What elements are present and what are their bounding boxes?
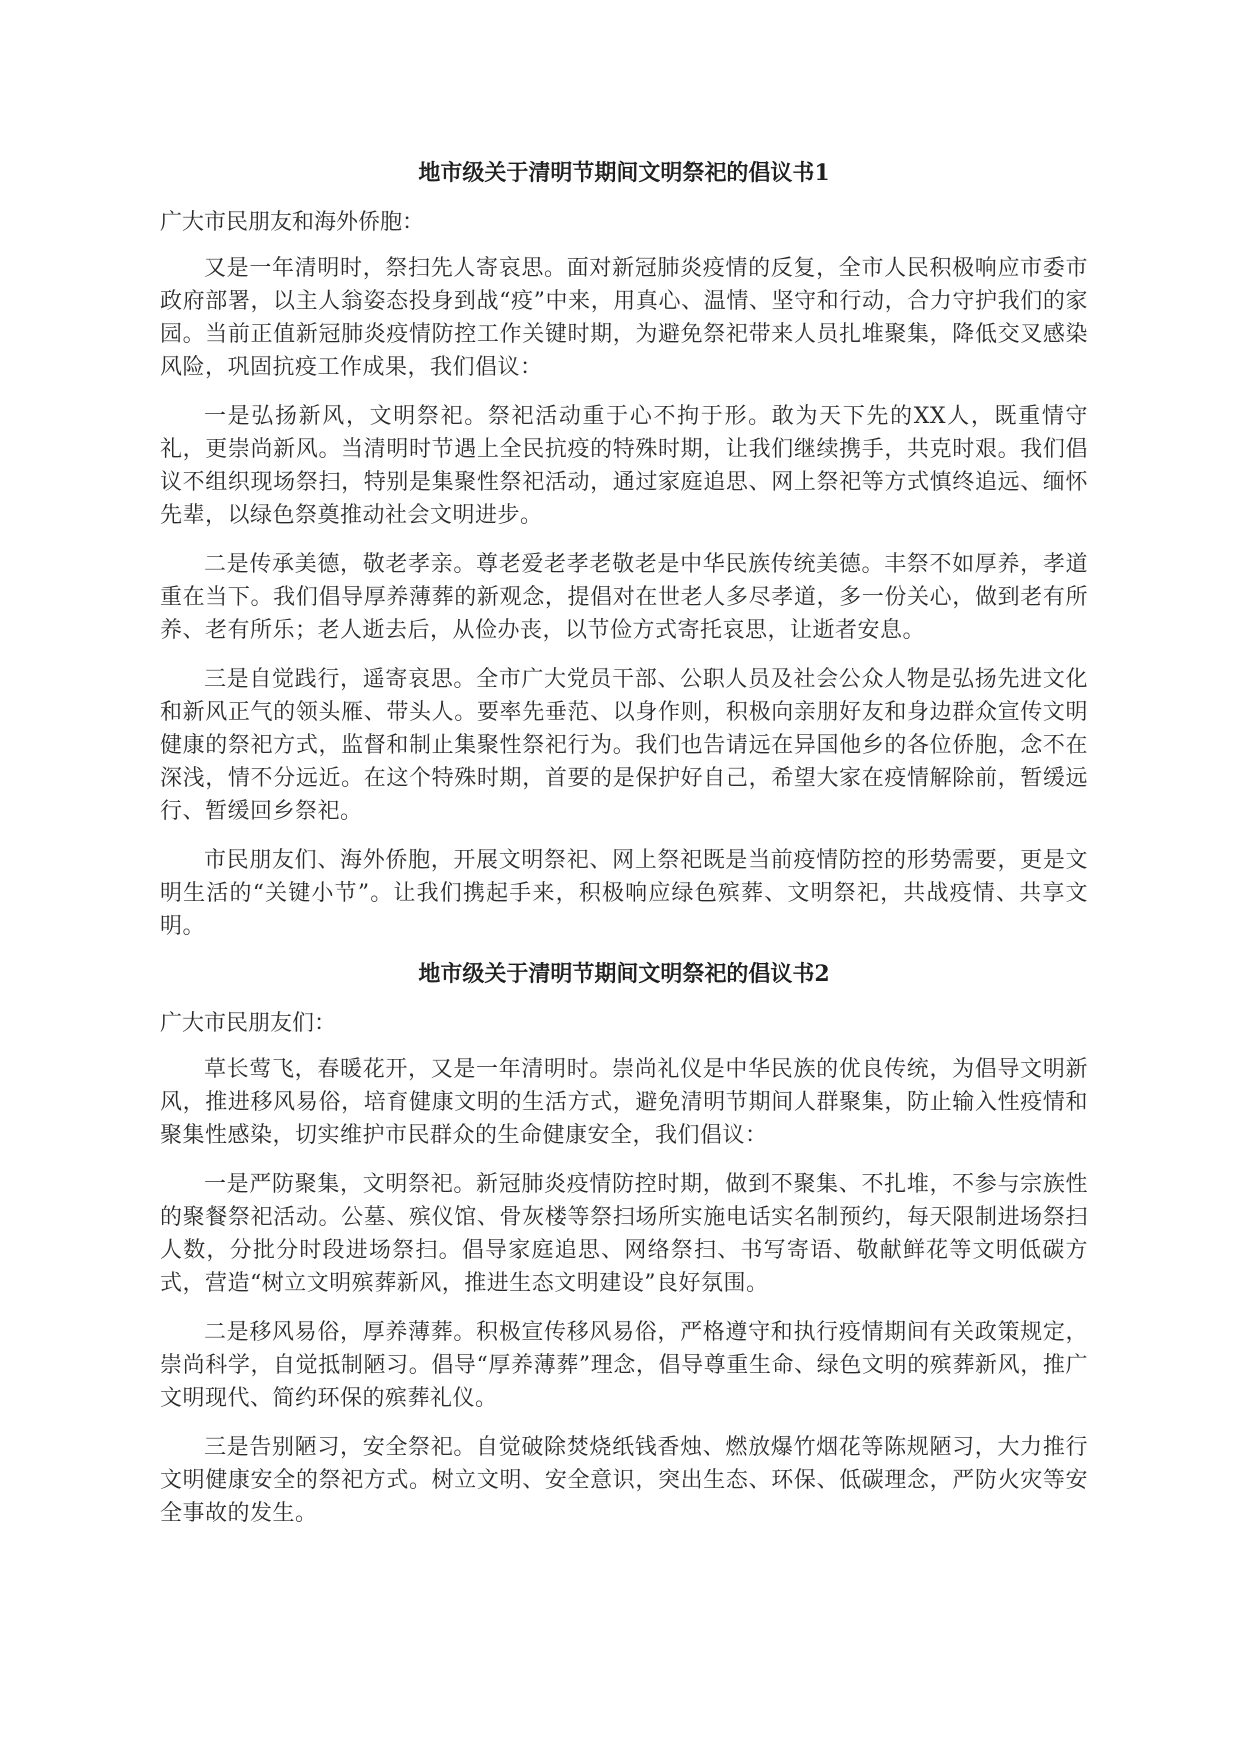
paragraph: 一是严防聚集，文明祭祀。新冠肺炎疫情防控时期，做到不聚集、不扎堆，不参与宗族性的聚餐祭祀活动。公墓、殡仪馆、骨灰楼等祭扫场所实施电话实名制预约，每天限制进场祭扫人数，分批分时段进场祭扫。倡导家庭追思、网络祭扫、书写寄语、敬献鲜花等文明低碳方式，营造“树立文明殡葬新风，推进生态文明建设”良好氛围。 (160, 1172, 1088, 1296)
document-page (160, 158, 1088, 1546)
salutation-1: 广大市民朋友和海外侨胞： (160, 210, 425, 235)
paragraph: 一是弘扬新风，文明祭祀。祭祀活动重于心不拘于形。敢为天下先的XX人，既重情守礼，更崇尚新风。当清明时节遇上全民抗疫的特殊时期，让我们继续携手，共克时艰。我们倡议不组织现场祭扫，特别是集聚性祭祀活动，通过家庭追思、网上祭祀等方式慎终追远、缅怀先辈，以绿色祭奠推动社会文明进步。 (160, 404, 1088, 528)
paragraph: 草长莺飞，春暖花开，又是一年清明时。崇尚礼仪是中华民族的优良传统，为倡导文明新风，推进移风易俗，培育健康文明的生活方式，避免清明节期间人群聚集，防止输入性疫情和聚集性感染，切实维护市民群众的生命健康安全，我们倡议： (160, 1057, 1088, 1148)
paragraph: 二是移风易俗，厚养薄葬。积极宣传移风易俗，严格遵守和执行疫情期间有关政策规定，崇尚科学，自觉抵制陋习。倡导“厚养薄葬”理念，倡导尊重生命、绿色文明的殡葬新风，推广文明现代、简约环保的殡葬礼仪。 (160, 1320, 1088, 1411)
paragraph: 三是告别陋习，安全祭祀。自觉破除焚烧纸钱香烛、燃放爆竹烟花等陈规陋习，大力推行文明健康安全的祭祀方式。树立文明、安全意识，突出生态、环保、低碳理念，严防火灾等安全事故的发生。 (160, 1435, 1088, 1526)
document-title-1: 地市级关于清明节期间文明祭祀的倡议书1 (418, 160, 830, 186)
paragraph: 又是一年清明时，祭扫先人寄哀思。面对新冠肺炎疫情的反复，全市人民积极响应市委市政府部署，以主人翁姿态投身到战“疫”中来，用真心、温情、坚守和行动，合力守护我们的家园。当前正值新冠肺炎疫情防控工作关键时期，为避免祭祀带来人员扎堆聚集，降低交叉感染风险，巩固抗疫工作成果，我们倡议： (160, 256, 1088, 380)
paragraph: 三是自觉践行，遥寄哀思。全市广大党员干部、公职人员及社会公众人物是弘扬先进文化和新风正气的领头雁、带头人。要率先垂范、以身作则，积极向亲朋好友和身边群众宣传文明健康的祭祀方式，监督和制止集聚性祭祀行为。我们也告请远在异国他乡的各位侨胞，念不在深浅，情不分远近。在这个特殊时期，首要的是保护好自己，希望大家在疫情解除前，暂缓远行、暂缓回乡祭祀。 (160, 667, 1088, 824)
paragraph: 二是传承美德，敬老孝亲。尊老爱老孝老敬老是中华民族传统美德。丰祭不如厚养，孝道重在当下。我们倡导厚养薄葬的新观念，提倡对在世老人多尽孝道，多一份关心，做到老有所养、老有所乐；老人逝去后，从俭办丧，以节俭方式寄托哀思，让逝者安息。 (160, 552, 1088, 643)
document-title-2: 地市级关于清明节期间文明祭祀的倡议书2 (418, 961, 830, 987)
paragraph: 市民朋友们、海外侨胞，开展文明祭祀、网上祭祀既是当前疫情防控的形势需要，更是文明生活的“关键小节”。让我们携起手来，积极响应绿色殡葬、文明祭祀，共战疫情、共享文明。 (160, 848, 1088, 939)
salutation-2: 广大市民朋友们： (160, 1011, 337, 1036)
